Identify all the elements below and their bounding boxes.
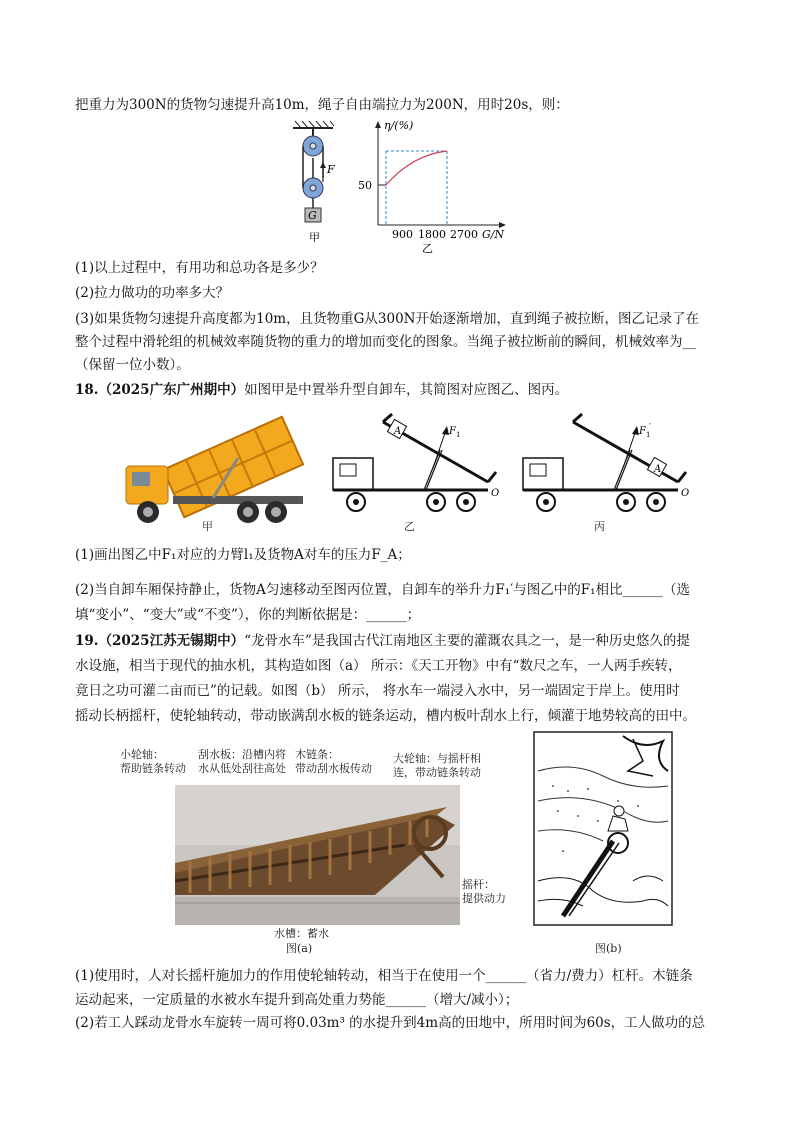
- label-crank: 摇杆： 提供动力: [462, 878, 506, 905]
- graph-caption: 乙: [422, 242, 433, 255]
- p17-q3b: 整个过程中滑轮组的机械效率随货物的重力的增加而变化的图象。当绳子被拉断前的瞬间，机械效率为__: [75, 334, 696, 350]
- p19-q1a: (1)使用时，人对长摇杆施加力的作用使轮轴转动，相当于在使用一个______（省力/费力）杠杆。木链条: [75, 968, 693, 984]
- caption-fig-a: 图(a): [286, 942, 313, 955]
- tiangong-kaiwu-illustration: [533, 731, 673, 926]
- p17-q1: (1)以上过程中，有用功和总功各是多少？: [75, 260, 324, 276]
- label-scraper: 刮水板：沿槽内将 水从低处刮往高处: [198, 748, 286, 775]
- p18-q2a: (2)当自卸车厢保持静止，货物A匀速移动至图丙位置，自卸车的举升力F₁′与图乙中的F₁相比______（选: [75, 582, 690, 598]
- p17-q2: (2)拉力做功的功率多大？: [75, 285, 230, 301]
- efficiency-curve: [386, 151, 447, 185]
- p19-text1: “龙骨水车”是我国古代江南地区主要的灌溉农具之一，是一种历史悠久的提: [244, 633, 690, 649]
- graph-xtick-1800: 1800: [418, 228, 446, 241]
- p19-q2: (2)若工人踩动龙骨水车旋转一周可将0.03m³ 的水提升到4m高的田地中，所用时间为60s，工人做功的总: [75, 1015, 706, 1031]
- truck-caption-yi: 乙: [404, 520, 415, 533]
- p19-stem: [75, 631, 690, 651]
- p19-text3: 竟日之功可灌二亩而已”的记载。如图（b） 所示， 将水车一端浸入水中，另一端固定于岸上。使用时: [75, 683, 680, 699]
- p18-stem: [75, 380, 568, 400]
- graph-xtick-900: 900: [392, 228, 413, 241]
- force-sub-1p: 1: [646, 431, 651, 439]
- graph-y50: 50: [358, 179, 372, 192]
- caption-fig-b: 图(b): [595, 942, 622, 955]
- truck-caption-bing: 丙: [594, 520, 605, 533]
- label-big-wheel: 大轮轴：与摇杆相 连，带动链条转动: [393, 752, 481, 779]
- force-prime: ′: [649, 422, 651, 431]
- graph-xlabel: G/N: [482, 228, 505, 241]
- dragon-water-wheel-photo: [175, 785, 460, 925]
- weight-label: G: [308, 209, 317, 222]
- cargo-label-bing: A: [654, 464, 662, 475]
- efficiency-graph: [352, 115, 522, 255]
- p19-text4: 摇动长柄摇杆，使轮轴转动，带动嵌满刮水板的链条运动，槽内板叶刮水上行，倾灌于地势较高的田中。: [75, 708, 696, 724]
- ceiling-hatch: [293, 121, 334, 128]
- p17-q3a: (3)如果货物匀速提升高度都为10m，且货物重G从300N开始逐渐增加，直到绳子被拉断，图乙记录了在: [75, 311, 699, 327]
- p18-text: 如图甲是中置举升型自卸车，其简图对应图乙、图丙。: [244, 382, 569, 398]
- fig-jia-caption: 甲: [309, 231, 320, 243]
- force-label: F: [327, 163, 335, 176]
- p19-number: 19.: [75, 633, 99, 649]
- truck-diagram-bing: [518, 410, 693, 518]
- cargo-label-yi: A: [394, 426, 402, 437]
- p18-q2b: 填“变小”、“变大”或“不变”），你的判断依据是：______；: [75, 607, 421, 623]
- truck-caption-jia: 甲: [202, 520, 213, 533]
- p17-intro: 把重力为300N的货物匀速提升高10m，绳子自由端拉力为200N，用时20s，则：: [75, 97, 569, 113]
- label-chain: 木链条： 带动刮水板传动: [295, 748, 372, 775]
- p17-q3c: （保留一位小数）。: [75, 357, 190, 373]
- label-tank: 水槽：蓄水: [274, 927, 329, 940]
- p18-number: 18.: [75, 382, 99, 398]
- p19-q1b: 运动起来，一定质量的水被水车提升到高处重力势能______（增大/减小）；: [75, 992, 519, 1008]
- p18-q1: (1)画出图乙中F₁对应的力臂l₁及货物A对车的压力F_A；: [75, 547, 411, 563]
- pivot-label-yi: O: [491, 488, 500, 499]
- pulley-figure: [285, 118, 345, 243]
- force-label-f1: F: [449, 426, 456, 437]
- p18-source: （2025广东广州期中）: [98, 382, 245, 398]
- truck-diagram-yi: [328, 410, 503, 518]
- dump-truck-photo: [118, 408, 308, 530]
- force-label-f1p: F: [639, 426, 646, 437]
- force-sub-1: 1: [456, 431, 461, 439]
- label-small-wheel: 小轮轴： 帮助链条转动: [120, 748, 186, 775]
- graph-ylabel: η/(%): [384, 119, 414, 132]
- p19-text2: 水设施，相当于现代的抽水机，其构造如图（a） 所示：《天工开物》中有“数尺之车，一人两手疾转，: [75, 658, 682, 674]
- pivot-label-bing: O: [681, 488, 690, 499]
- p19-source: （2025江苏无锡期中）: [98, 633, 245, 649]
- graph-xtick-2700: 2700: [450, 228, 478, 241]
